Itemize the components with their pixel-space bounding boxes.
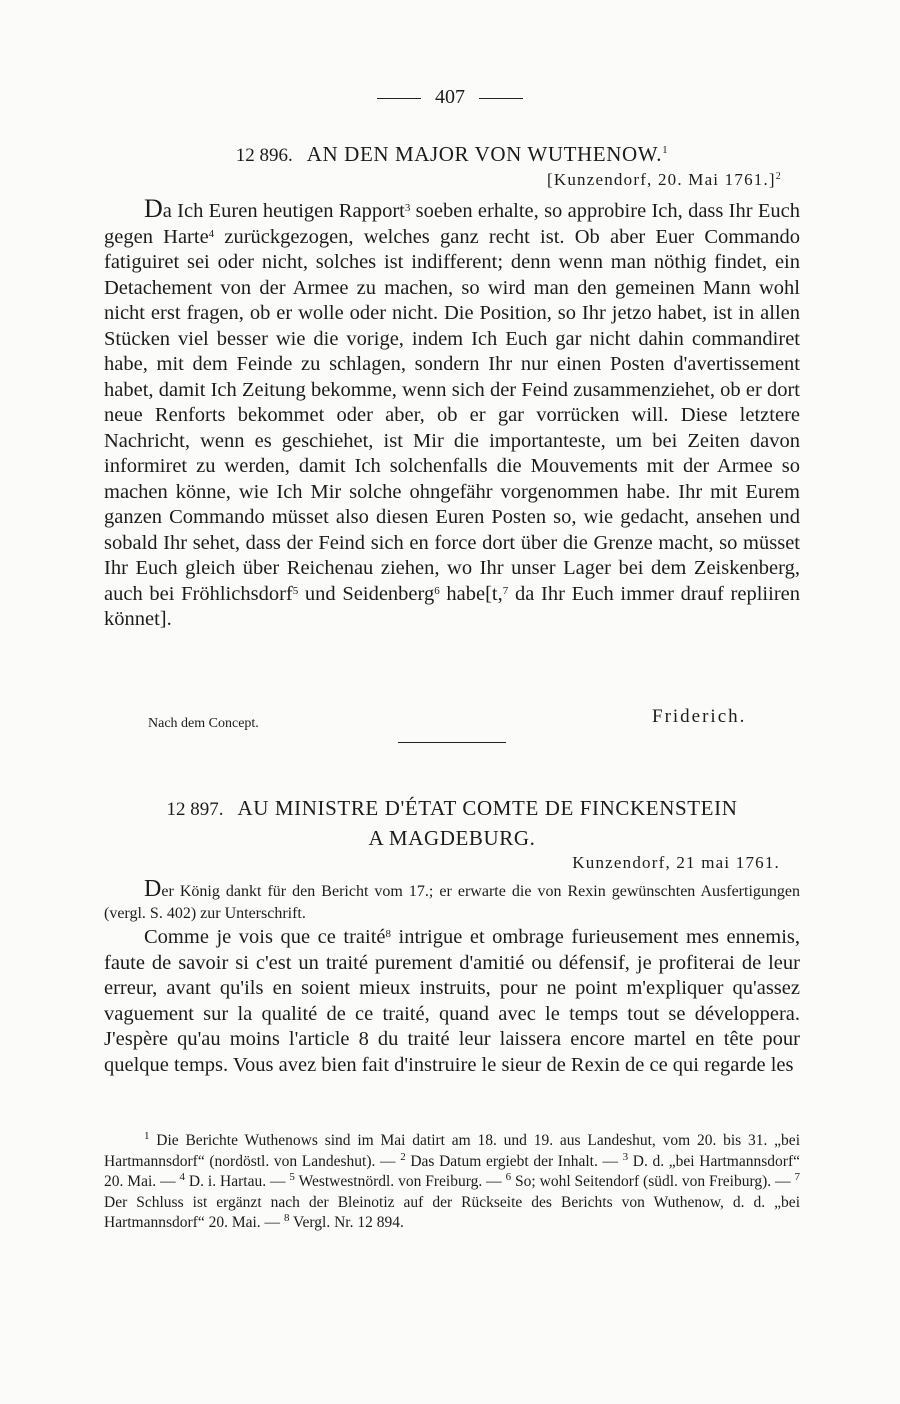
footnote-text-3: D. d. „bei Hartmannsdorf“ 20. Mai. — xyxy=(104,1152,800,1190)
letter1-text-1: a Ich Euren heutigen Rapport xyxy=(162,200,405,222)
letter1-dateline xyxy=(547,170,782,190)
letter1-text-2: soeben erhalte, so approbire Ich, dass Ihr Euch gegen Harte xyxy=(104,200,801,248)
letter1-text-5: habe[t, xyxy=(439,582,503,605)
section-divider xyxy=(398,742,506,743)
footnote-num-5: 5 xyxy=(289,1171,295,1183)
footnote-ref-7: 7 xyxy=(502,584,509,597)
footnote-num-1: 1 xyxy=(144,1130,150,1142)
letter1-number: 12 896. xyxy=(235,145,293,166)
footnote-num-3: 3 xyxy=(622,1150,629,1163)
footnote-num-2: 2 xyxy=(400,1150,406,1163)
footnote-ref-4: 4 xyxy=(208,227,215,240)
footnote-num-7: 7 xyxy=(794,1171,801,1183)
page-number-value: 407 xyxy=(435,86,465,108)
letter1-source-note: Nach dem Concept. xyxy=(148,716,259,731)
letter1-paragraph xyxy=(104,196,800,633)
letter2-title-line1: AU MINISTRE D'ÉTAT COMTE DE FINCKENSTEIN xyxy=(237,796,738,820)
footnote-ref-5: 5 xyxy=(292,584,299,597)
letter2-paragraph xyxy=(104,925,800,1078)
letter1-dateline-footnote-ref: 2 xyxy=(775,171,782,182)
letter2-summary-dropcap: D xyxy=(144,876,162,902)
footnote-text-4: D. i. Hartau. — xyxy=(185,1173,290,1190)
footnote-ref-6: 6 xyxy=(434,584,440,597)
letter1-dateline-text: [Kunzendorf, 20. Mai 1761.] xyxy=(547,170,776,189)
letter2-body xyxy=(104,925,800,1078)
footnote-text-2: Das Datum ergiebt der Inhalt. — xyxy=(405,1152,623,1170)
letter1-dropcap: D xyxy=(144,194,163,223)
footnote-ref-3: 3 xyxy=(404,202,411,214)
letter2-number: 12 897. xyxy=(166,799,224,820)
letter2-summary-text: er König dankt für den Bericht vom 17.; er erwarte die von Rexin gewünschten Ausfertigungen (vergl. S. 402) zur Unterschrift. xyxy=(104,883,800,922)
footnote-text-7: Der Schluss ist ergänzt nach der Bleinotiz auf der Rückseite des Berichts von Wuthenow, d. d. „bei Hartmannsdorf“ 20. Mai. — xyxy=(104,1193,800,1231)
letter2-title-line2: A MAGDEBURG. xyxy=(368,826,536,850)
letter1-title-footnote-ref: 1 xyxy=(662,144,669,156)
letter1-text-4: und Seidenberg xyxy=(298,582,435,605)
page-number xyxy=(0,86,900,109)
footnote-text-6: So; wohl Seitendorf (südl. von Freiburg). — xyxy=(511,1173,795,1190)
letter1-body xyxy=(104,196,800,633)
letter2-heading-line1 xyxy=(104,794,800,824)
footnote-text-5: Westwestnördl. von Freiburg. — xyxy=(294,1173,506,1190)
letter2-summary xyxy=(104,878,800,925)
letter2-summary-paragraph xyxy=(104,878,800,925)
footnote-num-4: 4 xyxy=(179,1171,185,1183)
letter1-text-3: zurückgezogen, welches ganz recht ist. Ob aber Euer Commando fatiguiret sei oder nicht, solches ist indifferent; denn wenn man nöthig findet, ein Detachement von der Armee zu machen, so wird man den gemeinen Mann wohl nicht erst fragen, ob er wolle oder nicht. Die Position, so Ihr jetzo habet, ist in allen Stücken viel besser wie die vorige, indem Ich Euch gar nicht dahin commandiret habe, mit dem Feinde zu schlagen, sondern Ihr nur einen Posten d'avertissement habet, damit Ich Zeitung bekomme, wenn sich der Feind zusammenziehet, ob er dort neue Renforts bekommet oder aber, ob er gar vorrücken will. Diese letztere Nachricht, wenn es geschiehet, ist Mir die importanteste, um bei Zeiten davon informiret zu werden, damit Ich solchenfalls die Mouvements mit der Armee so machen könne, wie Ich Mir solche ohngefähr vorgenommen habe. Ihr mit Eurem ganzen Commando müsset also diesen Euren Posten so, wie gedacht, ansehen und sobald Ihr sehet, dass der Feind sich en force dort über die Grenze macht, so müsset Ihr Euch gleich über Reichenau ziehen, wo Ihr unser Lager bei dem Zeiskenberg, auch bei Fröhlichsdorf xyxy=(104,225,800,605)
letter2-text-2: intrigue et ombrage furieusement mes ennemis, faute de savoir si c'est un traité purement d'amitié ou défensif, je profiterai de leur erreur, avant qu'ils en soient mieux instruits, pour ne point m'expliquer qu'assez vaguement sur la qualité de ce traité, quand avec le temps tout se développera. J'espère qu'au moins l'article 8 du traité leur laissera encore martel en tête pour quelque temps. Vous avez bien fait d'instruire le sieur de Rexin de ce qui regarde les xyxy=(104,926,800,1076)
page-number-dash-left xyxy=(377,98,421,99)
letter1-heading xyxy=(104,136,800,170)
letter1-text-6: da Ihr Euch immer drauf repliiren könnet]. xyxy=(104,582,800,630)
letter2-dateline: Kunzendorf, 21 mai 1761. xyxy=(572,853,780,872)
footnotes-paragraph xyxy=(104,1131,800,1234)
footnote-text-1: Die Berichte Wuthenows sind im Mai datirt am 18. und 19. aus Landeshut, vom 20. bis 31. „bei Hartmannsdorf“ (nordöstl. von Landeshut). — xyxy=(104,1132,800,1170)
letter2-text-1: Comme je vois que ce traité xyxy=(144,926,386,948)
footnote-num-8: 8 xyxy=(283,1212,290,1224)
footnote-text-8: Vergl. Nr. 12 894. xyxy=(289,1214,404,1231)
footnotes xyxy=(104,1131,800,1234)
letter1-title: AN DEN MAJOR VON WUTHENOW. xyxy=(306,142,663,166)
letter2-heading xyxy=(104,794,800,852)
page-number-dash-right xyxy=(479,98,523,99)
footnote-ref-8: 8 xyxy=(385,928,391,940)
footnote-num-6: 6 xyxy=(505,1171,512,1183)
letter1-signature: Friderich. xyxy=(652,706,747,727)
